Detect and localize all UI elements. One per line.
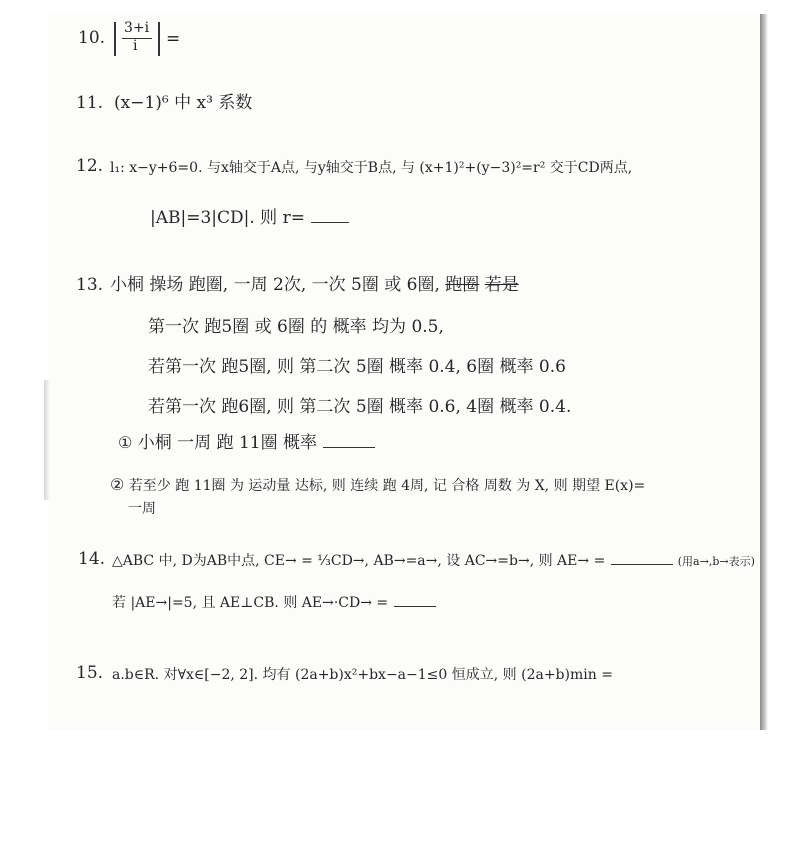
q13-sub2-wrap xyxy=(110,474,645,497)
q14-number: 14. xyxy=(78,549,106,569)
q13-line3: 若第一次 跑5圈, 则 第二次 5圈 概率 0.4, 6圈 概率 0.6 xyxy=(148,357,566,377)
q12-number: 12. xyxy=(76,156,104,176)
q13-line4: 若第一次 跑6圈, 则 第二次 5圈 概率 0.6, 4圈 概率 0.4. xyxy=(148,397,572,417)
q15-number: 15. xyxy=(76,663,104,683)
q14-line2-wrap xyxy=(112,592,436,614)
q12-line1: l₁: x−y+6=0. 与x轴交于A点, 与y轴交于B点, 与 (x+1)²+(y−3)²=r² 交于CD两点, xyxy=(110,160,633,176)
q12-line2: |AB|=3|CD|. 则 r= xyxy=(150,208,305,228)
abs-bar-left xyxy=(114,22,116,56)
q13-sub2-cont: 一周 xyxy=(128,501,156,517)
q13-sub1-text: 小桐 一周 跑 11圈 概率 xyxy=(137,433,317,453)
q10-number: 10. xyxy=(78,28,106,48)
q12-line2-wrap xyxy=(150,207,349,229)
q10-numerator: 3+i xyxy=(124,20,150,36)
paper-edge-shadow xyxy=(760,14,768,730)
q15-text: a.b∈R. 对∀x∈[−2, 2]. 均有 (2a+b)x²+bx−a−1≤0 恒成立, 则 (2a+b)min = xyxy=(112,667,613,683)
paper-edge-left xyxy=(44,380,50,500)
q11-text: (x−1)⁶ 中 x³ 系数 xyxy=(114,93,253,113)
q11-number: 11. xyxy=(76,93,104,113)
q14-line2-blank xyxy=(394,606,436,607)
q13-sub1-blank xyxy=(323,447,375,448)
q10-denominator: i xyxy=(133,38,138,54)
q13-line2: 第一次 跑5圈 或 6圈 的 概率 均为 0.5, xyxy=(148,317,444,337)
q14-line2: 若 |AE→|=5, 且 AE⊥CB. 则 AE→·CD→ = xyxy=(112,595,389,611)
q14-answer-blank xyxy=(611,564,673,565)
q13-sub1-wrap xyxy=(118,432,375,454)
q14-line1: △ABC 中, D为AB中点, CE→ = ⅓CD→, AB→=a→, 设 AC→=b→, 则 AE→ = xyxy=(112,553,606,569)
q13-number: 13. xyxy=(76,275,104,295)
q13-struck-text-2: 若是 xyxy=(484,275,519,295)
q14-line1-tail: (用a→,b→表示) xyxy=(677,555,755,568)
q13-sub2-text: 若至少 跑 11圈 为 运动量 达标, 则 连续 跑 4周, 记 合格 周数 为 X, 则 期望 E(x)= xyxy=(128,478,646,494)
q13-line1: 小桐 操场 跑圈, 一周 2次, 一次 5圈 或 6圈, xyxy=(110,275,440,295)
abs-bar-right xyxy=(158,22,160,56)
q13-struck-text-1: 跑圈 xyxy=(445,275,480,295)
q13-sub1-mark: ① xyxy=(118,433,133,452)
q12-answer-blank xyxy=(311,222,349,223)
q13-sub2-mark: ② xyxy=(110,475,125,494)
q14-line1-wrap xyxy=(112,550,755,573)
q13-line1-wrap xyxy=(110,274,519,296)
q10-equals: = xyxy=(166,29,181,49)
